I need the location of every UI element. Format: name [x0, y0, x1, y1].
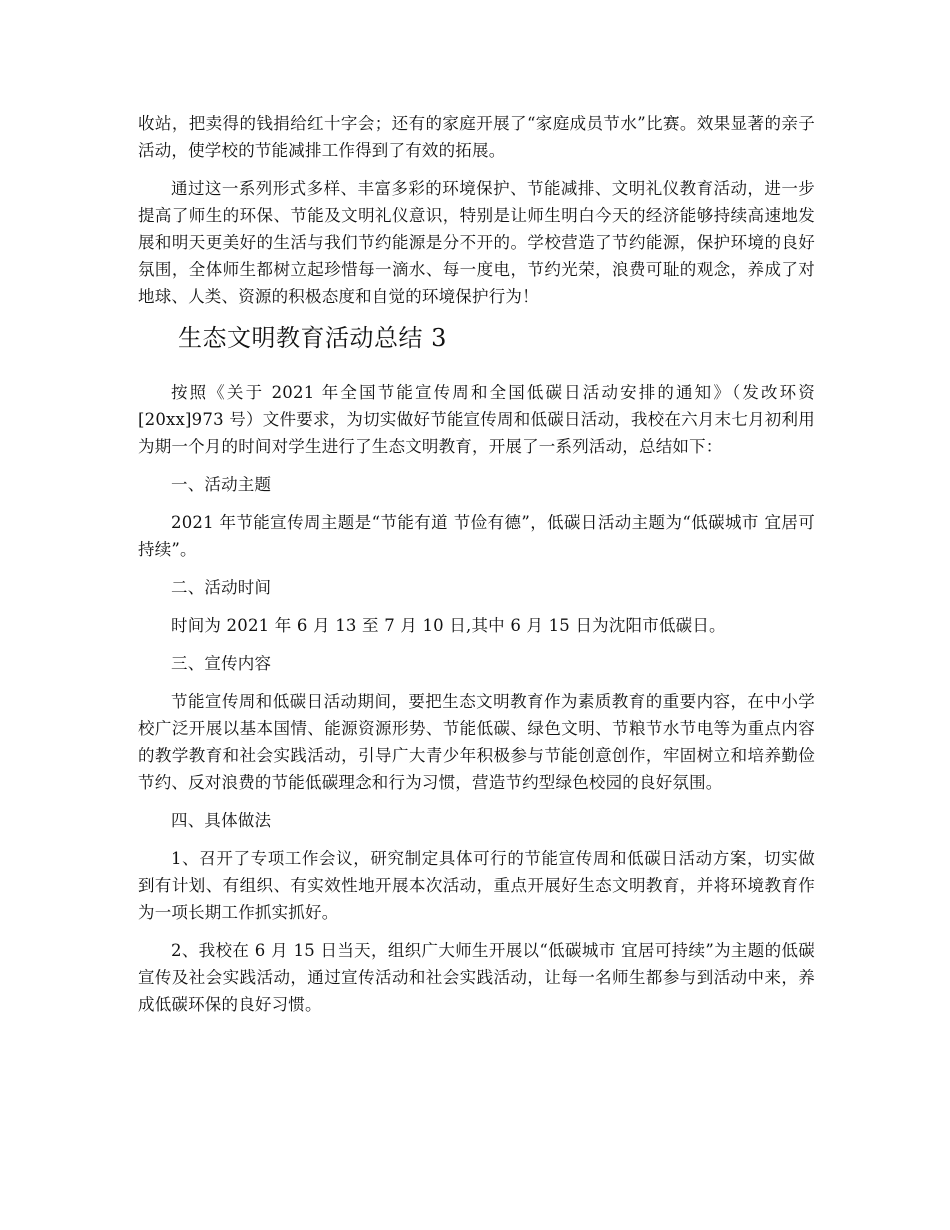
subheading-theme: 一、活动主题	[171, 475, 272, 494]
section-title: 生态文明教育活动总结 3	[178, 324, 447, 352]
subheading-time: 二、活动时间	[171, 578, 272, 597]
paragraph-summary: 通过这一系列形式多样、丰富多彩的环境保护、节能减排、文明礼仪教育活动，进一步提高了师生的环保、节能及文明礼仪意识，特别是让师生明白今天的经济能够持续高速地发展和明天更美好的生活与我们节约能源是分不开的。学校营造了节约能源，保护环境的良好氛围，全体师生都树立起珍惜每一滴水、每一度电，节约光荣，浪费可耻的观念，养成了对地球、人类、资源的积极态度和自觉的环境保护行为！	[138, 179, 815, 306]
paragraph-content: 节能宣传周和低碳日活动期间，要把生态文明教育作为素质教育的重要内容，在中小学校广泛开展以基本国情、能源资源形势、节能低碳、绿色文明、节粮节水节电等为重点内容的教学教育和社会实践活动，引导广大青少年积极参与节能创意创作，牢固树立和培养勤俭节约、反对浪费的节能低碳理念和行为习惯，营造节约型绿色校园的良好氛围。	[138, 692, 815, 792]
paragraph-theme: 2021 年节能宣传周主题是“节能有道 节俭有德”，低碳日活动主题为“低碳城市 宜居可持续”。	[138, 513, 815, 559]
paragraph-intro: 按照《关于 2021 年全国节能宣传周和全国低碳日活动安排的通知》（发改环资[20xx]973 号）文件要求，为切实做好节能宣传周和低碳日活动，我校在六月末七月初利用为期一个月的时间对学生进行了生态文明教育，开展了一系列活动，总结如下：	[138, 383, 815, 456]
paragraph-continuation: 收站，把卖得的钱捐给红十字会；还有的家庭开展了“家庭成员节水”比赛。效果显著的亲子活动，使学校的节能减排工作得到了有效的拓展。	[138, 114, 815, 160]
document-page	[138, 110, 815, 1018]
paragraph-time: 时间为 2021 年 6 月 13 至 7 月 10 日,其中 6 月 15 日为沈阳市低碳日。	[171, 616, 726, 635]
paragraph-method-1: 1、召开了专项工作会议，研究制定具体可行的节能宣传周和低碳日活动方案，切实做到有计划、有组织、有实效性地开展本次活动，重点开展好生态文明教育，并将环境教育作为一项长期工作抓实抓好。	[138, 849, 815, 922]
paragraph-method-2: 2、我校在 6 月 15 日当天，组织广大师生开展以“低碳城市 宜居可持续”为主题的低碳宣传及社会实践活动，通过宣传活动和社会实践活动，让每一名师生都参与到活动中来，养成低碳环保的良好习惯。	[138, 941, 815, 1014]
subheading-content: 三、宣传内容	[171, 654, 272, 673]
subheading-methods: 四、具体做法	[171, 811, 272, 830]
